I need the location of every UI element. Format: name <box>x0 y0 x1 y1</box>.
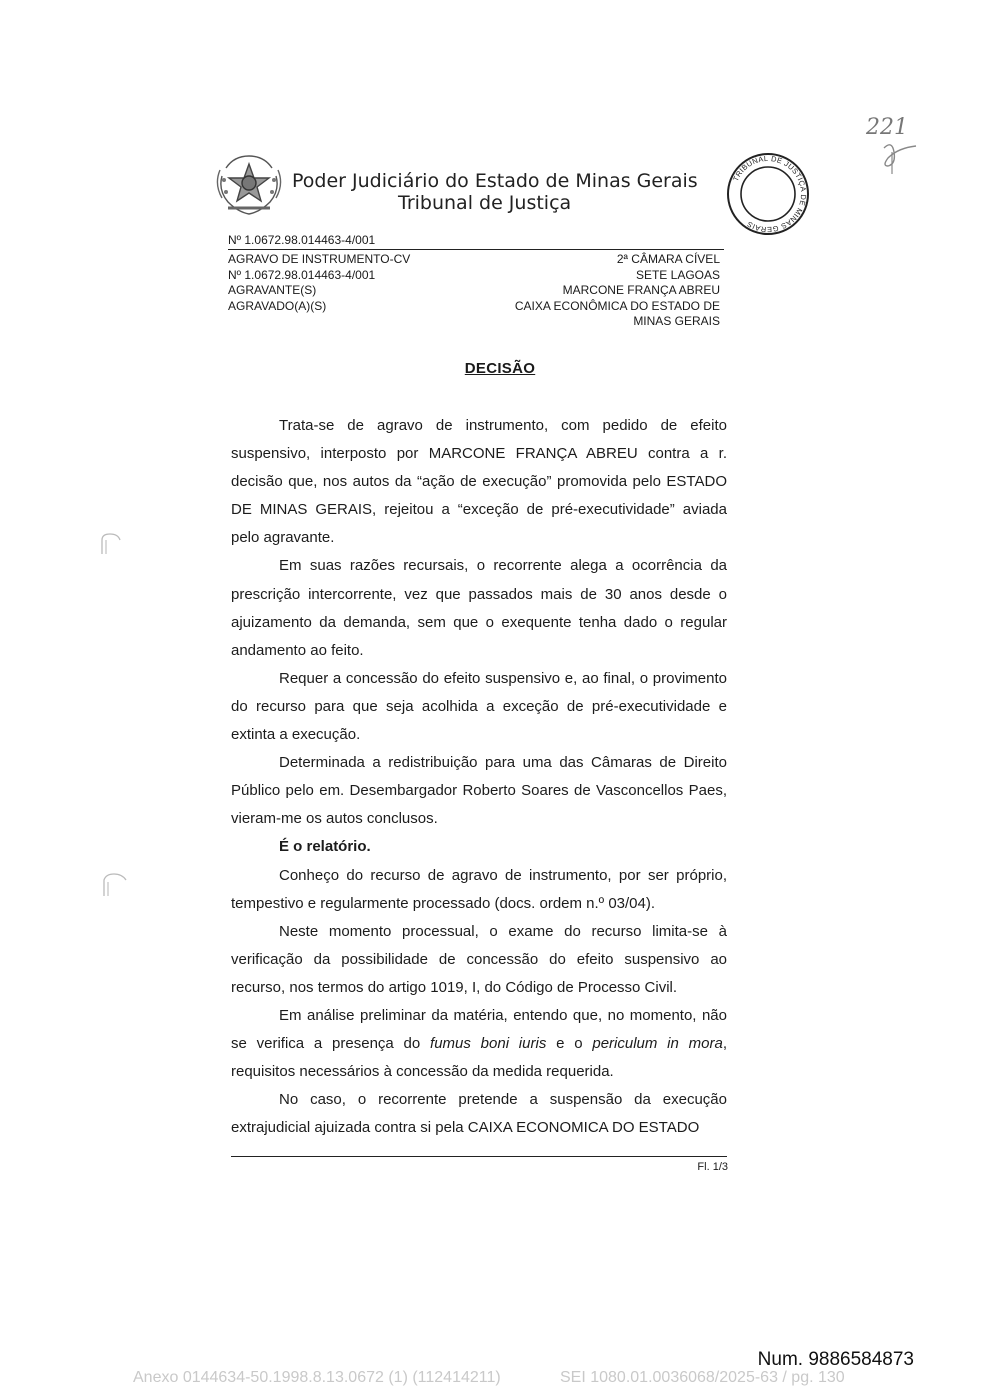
decision-body <box>231 412 727 1142</box>
margin-mark-icon <box>98 866 132 898</box>
coat-of-arms-icon <box>214 150 284 220</box>
case-meta-values <box>515 252 720 330</box>
report-heading: É o relatório. <box>279 838 371 856</box>
handwritten-page-number <box>862 108 924 178</box>
appellee-name-line1: CAIXA ECONÔMICA DO ESTADO DE <box>514 298 720 313</box>
footer-divider <box>231 1156 727 1157</box>
case-class: AGRAVO DE INSTRUMENTO-CV <box>228 252 411 266</box>
paragraph: Em análise preliminar da matéria, entendo que, no momento, não se verifica a presença do fumus boni iuris e o periculum in mora, requisitos necessários à concessão da medida requerida. <box>231 1006 727 1081</box>
folio-number: Fl. 1/3 <box>697 1161 728 1173</box>
latin-term: fumus boni iuris <box>430 1035 547 1053</box>
paragraph: No caso, o recorrente pretende a suspensão da execução extrajudicial ajuizada contra si pela CAIXA ECONOMICA DO ESTADO <box>231 1091 727 1137</box>
annex-reference: Anexo 0144634-50.1998.8.13.0672 (1) (112414211) <box>133 1369 501 1386</box>
paragraph: Trata-se de agravo de instrumento, com pedido de efeito suspensivo, interposto por MARCONE FRANÇA ABREU contra a r. decisão que, nos autos da “ação de execução” promovida pelo ESTADO DE MINAS GERAIS, rejeitou a “exceção de pré-executividade” aviada pelo agravante. <box>231 417 727 547</box>
appellant-label: AGRAVANTE(S) <box>228 283 317 297</box>
case-number: Nº 1.0672.98.014463-4/001 <box>228 233 376 247</box>
court-subtitle: Tribunal de Justiça <box>398 192 572 214</box>
document-id: Num. 9886584873 <box>757 1349 914 1370</box>
appellee-label: AGRAVADO(A)(S) <box>228 298 327 313</box>
stamp-text: TRIBUNAL DE JUSTIÇA DE MINAS GERAIS <box>730 153 809 235</box>
appellant-name: MARCONE FRANÇA ABREU <box>562 283 720 297</box>
case-meta-labels <box>228 252 410 314</box>
header-divider <box>228 249 724 250</box>
document-title: DECISÃO <box>464 360 536 377</box>
paragraph: Em suas razões recursais, o recorrente alega a ocorrência da prescrição intercorrente, vez que passados mais de 30 anos desde o ajuizamento da demanda, sem que o exequente tenha dado o regular andamento ao feito. <box>231 557 727 659</box>
county: SETE LAGOAS <box>635 267 720 282</box>
court-stamp <box>726 152 810 236</box>
case-number-repeat: Nº 1.0672.98.014463-4/001 <box>228 267 376 282</box>
sei-reference: SEI 1080.01.0036068/2025-63 / pg. 130 <box>560 1369 845 1386</box>
appellee-name-line2: MINAS GERAIS <box>633 314 720 328</box>
paragraph: Requer a concessão do efeito suspensivo e, ao final, o provimento do recurso para que seja acolhida a exceção de pré-executividade e extinta a execução. <box>231 669 727 744</box>
paragraph: Determinada a redistribuição para uma das Câmaras de Direito Público pelo em. Desembargador Roberto Soares de Vasconcellos Paes, vieram-me os autos conclusos. <box>231 754 727 828</box>
latin-term: periculum in mora <box>592 1035 723 1053</box>
court-name: Poder Judiciário do Estado de Minas Gerais <box>292 170 698 192</box>
paragraph: Conheço do recurso de agravo de instrumento, por ser próprio, tempestivo e regularmente processado (docs. ordem n.º 03/04). <box>231 866 727 912</box>
margin-mark-icon <box>96 528 126 556</box>
chamber: 2ª CÂMARA CÍVEL <box>616 252 720 266</box>
paragraph: Neste momento processual, o exame do recurso limita-se à verificação da possibilidade de concessão do efeito suspensivo ao recurso, nos termos do artigo 1019, I, do Código de Processo Civil. <box>231 922 727 996</box>
svg-text:221: 221 <box>866 115 908 140</box>
